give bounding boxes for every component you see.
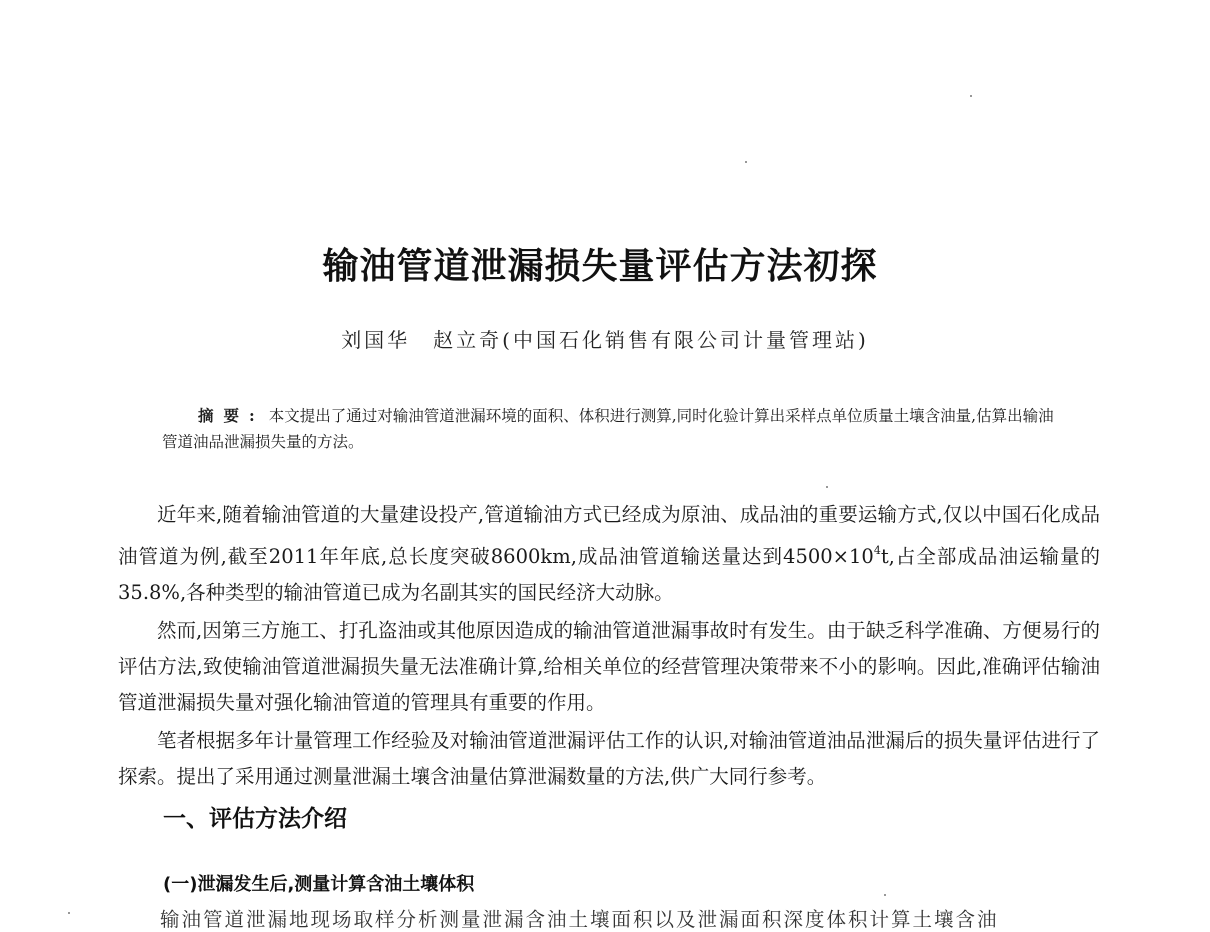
cutoff-text: 输油管道泄漏地现场取样分析测量泄漏含油土壤面积以及泄漏面积深度体积计算土壤含油	[160, 908, 999, 931]
section-heading: 一、评估方法介绍	[163, 806, 347, 832]
scan-speck	[68, 912, 70, 914]
scan-speck	[970, 95, 972, 97]
scan-speck	[745, 161, 747, 163]
body-text	[118, 497, 1100, 795]
scan-speck	[826, 486, 828, 488]
paragraph-1	[118, 497, 1100, 611]
cutoff-text-line	[160, 908, 1100, 931]
author-line: 刘国华 赵立奇(中国石化销售有限公司计量管理站)	[341, 328, 869, 352]
abstract-text: 本文提出了通过对输油管道泄漏环境的面积、体积进行测算,同时化验计算出采样点单位质量土壤含油量,估算出输油管道油品泄漏损失量的方法。	[162, 407, 1054, 451]
subsection-heading: (一)泄漏发生后,测量计算含油土壤体积	[163, 874, 475, 895]
abstract	[162, 403, 1062, 455]
superscript: 4	[873, 544, 881, 557]
paragraph-3: 笔者根据多年计量管理工作经验及对输油管道泄漏评估工作的认识,对输油管道油品泄漏后的损失量评估进行了探索。提出了采用通过测量泄漏土壤含油量估算泄漏数量的方法,供广大同行参考。	[118, 729, 1100, 788]
paragraph-2: 然而,因第三方施工、打孔盗油或其他原因造成的输油管道泄漏事故时有发生。由于缺乏科学准确、方便易行的评估方法,致使输油管道泄漏损失量无法准确计算,给相关单位的经营管理决策带来不小的影响。因此,准确评估输油管道泄漏损失量对强化输油管道的管理具有重要的作用。	[118, 619, 1100, 714]
scan-speck	[884, 894, 886, 896]
paper-title: 输油管道泄漏损失量评估方法初探	[322, 245, 878, 287]
abstract-label: 摘要:	[198, 406, 265, 425]
paragraph-1-text-end: t,占全部成品油运输量的35.8%,各种类型的输油管道已成为名副其实的国民经济大动脉。	[118, 545, 1100, 604]
paragraph-1-text: 近年来,随着输油管道的大量建设投产,管道输油方式已经成为原油、成品油的重要运输方式,仅以中国石化成品油管道为例,截至2011年年底,总长度突破8600km,成品油管道输送量达到4500×10	[118, 503, 1100, 568]
